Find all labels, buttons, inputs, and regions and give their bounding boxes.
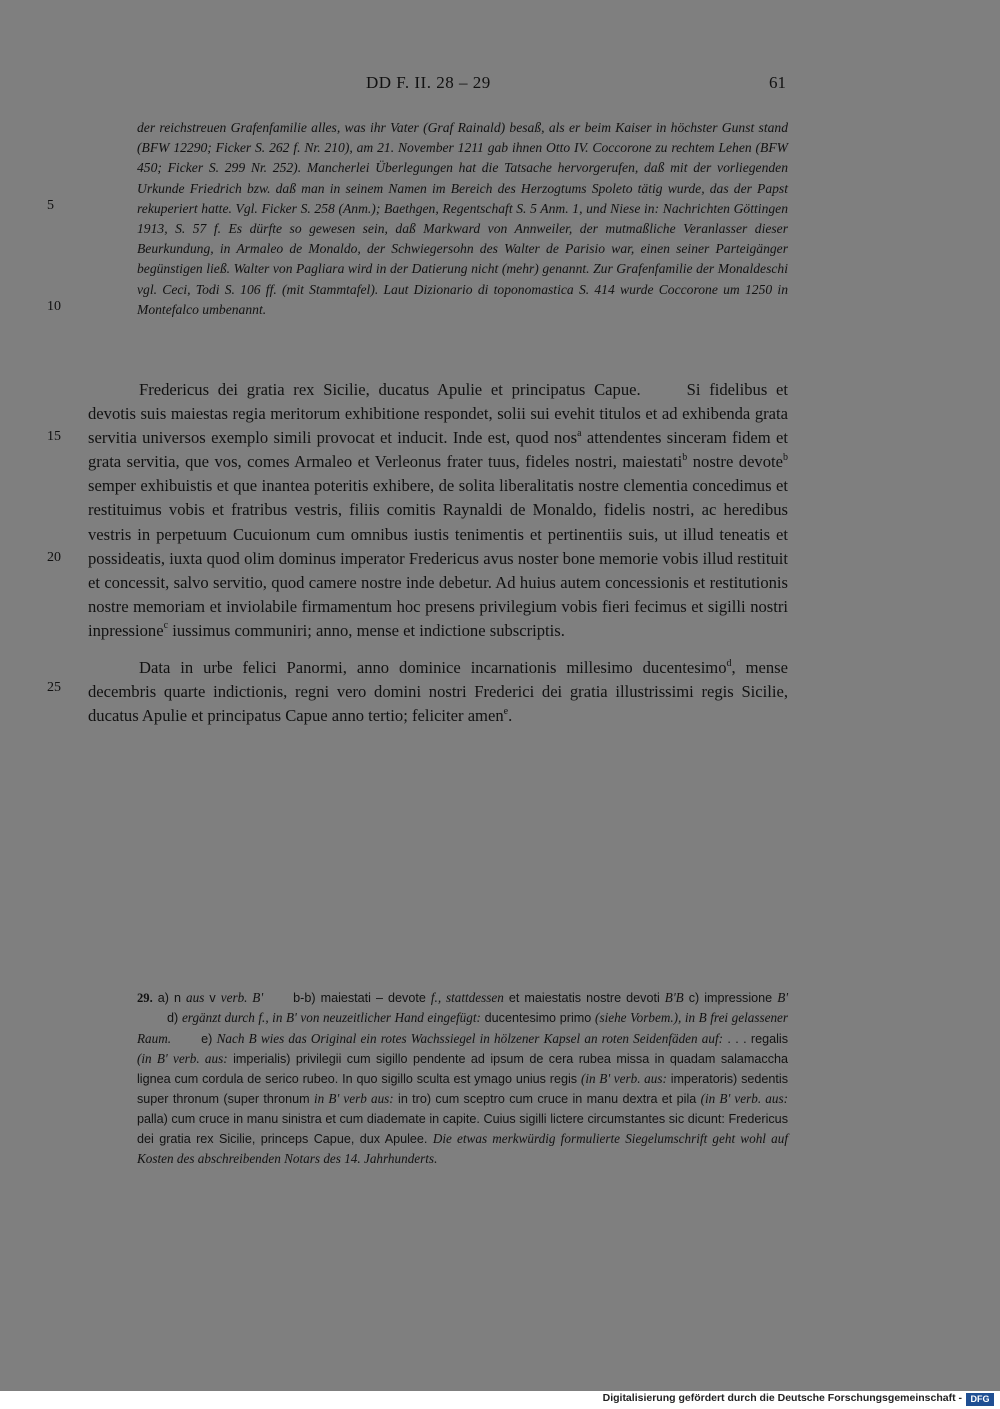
note-e-italic: (in B' verb. aus: <box>700 1091 788 1107</box>
note-e-italic: Nach B wies das Original ein rotes Wachssiegel in hölzener Kapsel an roten Seidenfäden auf: <box>216 1030 724 1046</box>
note-marker-b: b <box>783 451 788 463</box>
commentary-text: der reichstreuen Grafenfamilie alles, was ihr Vater (Graf Rainald) besaß, als er beim Kaiser in höchster Gunst stand (BFW 12290; Ficker S. 262 f. Nr. 210), am 21. November 1211 gab ihnen Otto IV. Coccorone zu rechtem Lehen (BFW 450; Ficker S. 299 Nr. 252). Mancherlei Überlegungen hat die Tatsache hervorgerufen, daß mit der vorliegenden Urkunde Friedrich bzw. daß man in seinem Namen im Bereich des Herzogtums Spoleto tätig wurde, das der Papst rekuperiert hatte. Vgl. Ficker S. 258 (Anm.); Baethgen, Regentschaft S. 5 Anm. 1, und Niese in: Nachrichten Göttingen 1913, S. 57 f. Es dürfte so gewesen sein, daß Markward von Annweiler, der mutmaßliche Veranlasser dieser Beurkundung, in Armaleo de Monaldo, der Schwiegersohn des Walter de Parisio war, einen seiner Parteigänger begünstigen ließ. Walter von Pagliara wird in der Datierung nicht (mehr) genannt. Zur Grafenfamilie der Monaldeschi vgl. Ceci, Todi S. 106 ff. (mit Stammtafel). Laut Dizionario di toponomastica S. 414 wurde Coccorone um 1250 in Montefalco umbenannt. <box>137 120 788 317</box>
note-d-italic: ergänzt durch f., in B' von neuzeitlicher Hand eingefügt: <box>181 1010 481 1026</box>
note-marker-c: c <box>163 620 169 632</box>
note-d: d) <box>167 1011 179 1026</box>
note-d: ducentesimo primo <box>484 1011 592 1026</box>
charter-text <box>88 378 788 728</box>
dfg-logo: DFG <box>966 1393 994 1406</box>
note-c: c) impressione <box>688 991 773 1005</box>
charter-segment: nostre devote <box>692 452 783 472</box>
note-e: imperatoris) sedentis super thronum (super thronum <box>137 1072 788 1107</box>
line-number: 15 <box>47 429 61 444</box>
note-e-italic: Die etwas merkwürdig formulierte Siegelumschrift geht wohl auf Kosten des abschreibenden Notars des 14. Jahrhunderts. <box>137 1131 788 1167</box>
note-e: palla) cum cruce in manu sinistra et cum diademate in capite. Cuius sigilli lictere circumstantes sic dicunt: Fredericus dei gratia rex Sicilie, princeps Capue, dux Apulee. <box>137 1111 788 1147</box>
note-a-italic: aus <box>186 990 205 1005</box>
note-e: imperialis) privilegii cum sigillo pendente ad ipsum de cera rubea missa in quadam salamaccha lignea cum cordula de serico rubeo. In quo sigillo sculta est ymago unius regis <box>137 1051 789 1087</box>
dispositio: semper exhibuistis et que inantea poteritis exhibere, de solita liberalitatis nostre clementia concedimus et restituimus vobis et fratribus vestris, filiis comitis Raynaldi de Monaldo, fidelis nostri, ac heredibus vestris in perpetuum Cucuionum cum omnibus iustis tenimentis et pertinentiis suis, ut illud teneatis et possideatis, iuxta quod olim dominus imperator Fredericus avus noster bone memorie vobis illud restituit et concessit, salvo servitio, quod camere nostre inde debetur. Ad huius autem concessionis et restitutionis nostre memoriam et inviolabile firmamentum hoc presens privilegium vobis fieri fecimus et sigilli nostri inpressione <box>88 476 788 640</box>
datum-segment: . <box>508 706 513 726</box>
note-a-italic: verb. B' <box>220 990 264 1005</box>
note-e-italic: (in B' verb. aus: <box>137 1050 228 1066</box>
arenga: Si fidelibus et devotis suis maiestas regia meritorum exhibitione respondet, solii sui evehit titulos et ad exhibenda grata servitia universos exemplo simili provocat et inducit. Inde est, quod nos <box>88 380 788 448</box>
page-header <box>0 73 1000 97</box>
datum-clause <box>88 656 788 728</box>
note-e: . . . regalis <box>727 1031 789 1046</box>
note-b-italic: B'B <box>664 990 684 1005</box>
note-e: in tro) cum sceptro cum cruce in manu dextra et pila <box>398 1092 697 1107</box>
charter-segment: attendentes sinceram fidem et grata servitia, que vos, comes Armaleo et Verleonus frater tuus, fideles nostri, maiestati <box>88 428 788 472</box>
note-b-italic: f., stattdessen <box>430 990 504 1005</box>
commentary-block <box>137 118 788 320</box>
charter-body <box>88 378 788 643</box>
note-d-italic: (siehe Vorbem.), in B frei gelassener Raum. <box>137 1010 789 1046</box>
corroboratio: iussimus communiri; anno, mense et indictione subscriptis. <box>172 620 565 640</box>
intitulatio: Fredericus dei gratia rex Sicilie, ducatus Apulie et principatus Capue. <box>139 380 641 399</box>
funding-notice: Digitalisierung gefördert durch die Deutsche Forschungsgemeinschaft - <box>602 1392 962 1404</box>
document-number: 29. <box>137 991 153 1005</box>
note-c-italic: B' <box>777 990 789 1005</box>
note-marker-b: b <box>682 451 688 463</box>
note-e-italic: (in B' verb. aus: <box>580 1071 667 1087</box>
note-e: e) <box>201 1031 213 1046</box>
line-number: 20 <box>47 550 61 565</box>
note-b: b-b) maiestati – devote <box>293 991 426 1005</box>
note-a: a) n <box>157 991 182 1005</box>
note-e-italic: in B' verb aus: <box>313 1091 394 1107</box>
note-marker-a: a <box>577 427 582 439</box>
footer-bar <box>0 1391 1000 1409</box>
note-a: v <box>209 991 216 1005</box>
datum-segment: Data in urbe felici Panormi, anno dominice incarnationis millesimo ducentesimo <box>139 658 727 678</box>
line-number: 10 <box>47 299 61 314</box>
running-head: DD F. II. 28 – 29 <box>366 73 491 92</box>
apparatus-text <box>137 988 788 1170</box>
note-b: et maiestatis nostre devoti <box>508 991 660 1005</box>
datum-segment: , mense decembris quarte indictionis, regni vero domini nostri Frederici dei gratia illustrissimi regis Sicilie, ducatus Apulie et principatus Capue anno tertio; feliciter amen <box>88 658 788 726</box>
line-number: 25 <box>47 680 61 695</box>
line-number: 5 <box>47 198 54 213</box>
page-number: 61 <box>769 73 786 92</box>
note-marker-e: e <box>503 705 509 717</box>
note-marker-d: d <box>726 657 732 669</box>
critical-apparatus <box>137 988 788 1170</box>
